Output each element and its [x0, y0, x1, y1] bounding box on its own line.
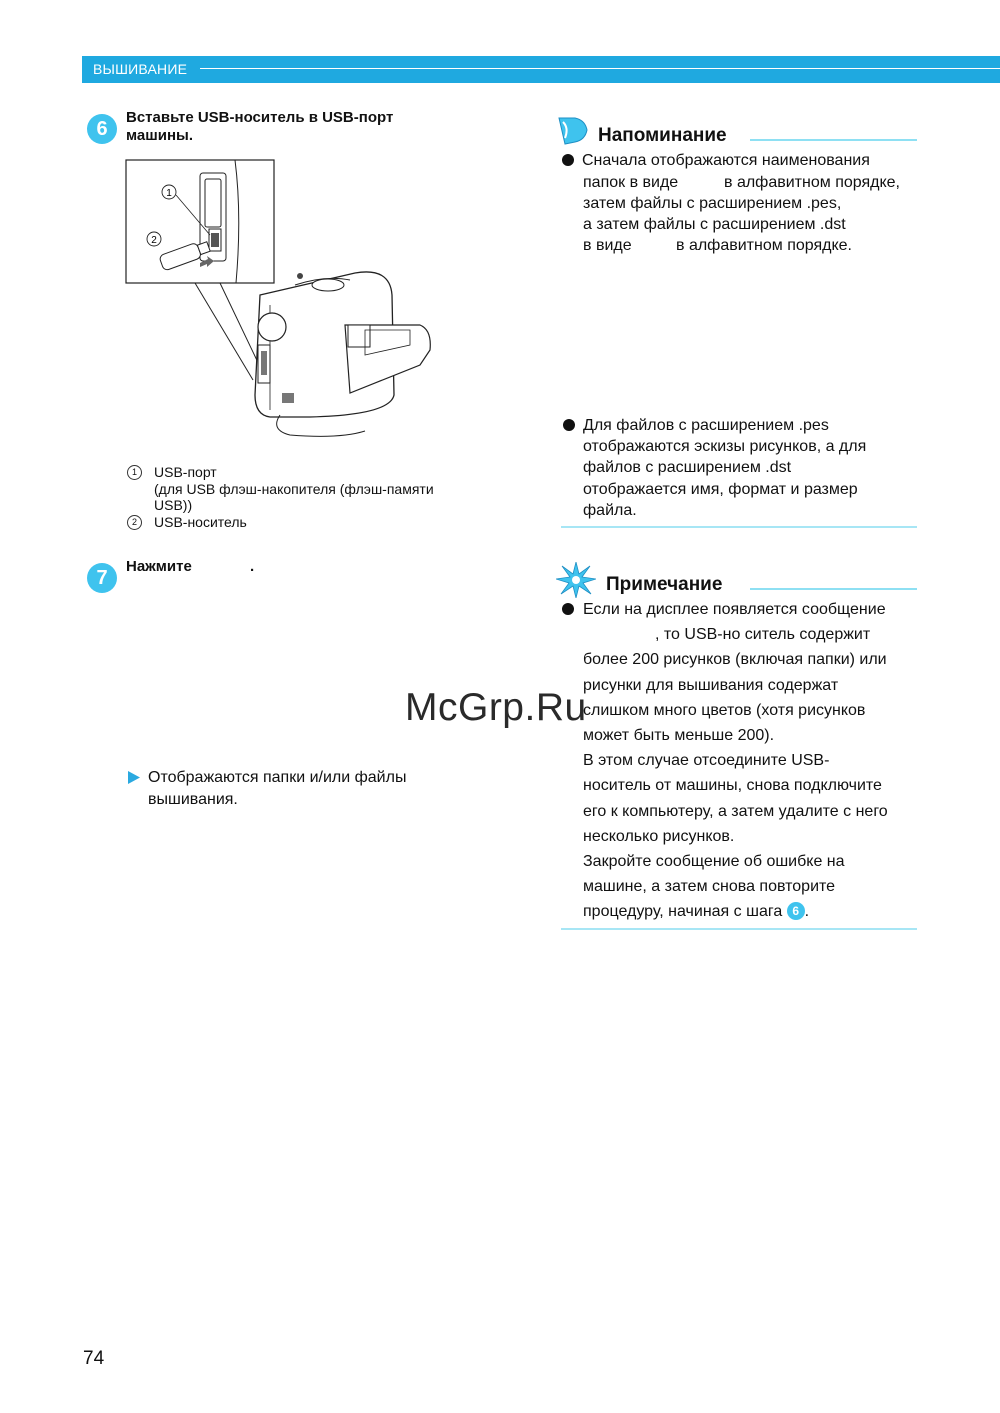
bell-icon	[555, 114, 591, 146]
note-line1: Если на дисплее появляется сообщение	[583, 601, 886, 618]
note-line3: более 200 рисунков (включая папки) или	[583, 651, 887, 668]
step-6-title-line2: машины.	[126, 127, 194, 144]
note-bottom-rule	[561, 928, 917, 930]
step-7-title-end: .	[250, 558, 255, 575]
reminder-b2-line5: файла.	[583, 502, 637, 519]
reminder-b2-line3: файлов с расширением .dst	[583, 459, 792, 476]
step-7-badge: 7	[87, 563, 117, 593]
reminder-bullet-1	[562, 154, 574, 166]
note-line11: Закройте сообщение об ошибке на	[583, 853, 845, 870]
step-6-badge: 6	[87, 114, 117, 144]
reminder-bottom-rule	[561, 526, 917, 528]
legend-2-number: 2	[127, 515, 142, 530]
note-line10: несколько рисунков.	[583, 828, 735, 845]
legend-1-line2: (для USB флэш-накопителя (флэш-памяти	[154, 481, 434, 497]
note-line13-end: .	[804, 903, 810, 920]
svg-text:1: 1	[166, 188, 172, 199]
section-header-bar	[82, 56, 1000, 83]
reminder-b2-line2: отображаются эскизы рисунков, а для	[583, 438, 867, 455]
section-title: ВЫШИВАНИЕ	[93, 61, 188, 77]
note-line8: носитель от машины, снова подключите	[583, 777, 882, 794]
svg-text:2: 2	[151, 235, 157, 246]
legend-1-line1: USB-порт	[154, 464, 217, 480]
step-7-title: Нажмите	[126, 558, 192, 575]
legend-2-line1: USB-носитель	[154, 514, 247, 530]
reminder-b1-line1: Сначала отображаются наименования	[582, 152, 870, 169]
note-line5: слишком много цветов (хотя рисунков	[583, 702, 866, 719]
reminder-title-rule	[750, 139, 917, 141]
reminder-b2-line1: Для файлов с расширением .pes	[583, 417, 829, 434]
step-7-result-line2: вышивания.	[148, 791, 238, 808]
note-line6: может быть меньше 200).	[583, 727, 775, 744]
watermark: McGrp.Ru	[405, 686, 587, 729]
reminder-b2-line4: отображается имя, формат и размер	[583, 481, 858, 498]
note-line13	[583, 899, 809, 924]
reminder-b1-line2b: в алфавитном порядке,	[724, 174, 900, 191]
note-title-rule	[750, 588, 917, 590]
header-divider	[200, 68, 1000, 69]
note-line9: его к компьютеру, а затем удалите с него	[583, 803, 888, 820]
reminder-b1-line5a: в виде	[583, 237, 632, 254]
reminder-bullet-2	[563, 419, 575, 431]
reminder-b1-line4: а затем файлы с расширением .dst	[583, 216, 846, 233]
page-number: 74	[83, 1348, 105, 1369]
note-title: Примечание	[606, 574, 723, 595]
legend-1-line3: USB))	[154, 497, 193, 513]
note-line2: , то USB-но ситель содержит	[655, 626, 871, 643]
reminder-b1-line3: затем файлы с расширением .pes,	[583, 195, 842, 212]
note-bullet	[562, 603, 574, 615]
legend-1-number: 1	[127, 465, 142, 480]
step-7-result-line1: Отображаются папки и/или файлы	[148, 769, 407, 786]
note-spark-icon	[556, 562, 596, 598]
reminder-b1-line2a: папок в виде	[583, 174, 679, 191]
result-arrow-icon	[128, 771, 140, 784]
step-6-title-line1: Вставьте USB-носитель в USB-порт	[126, 109, 394, 126]
note-step-ref-badge: 6	[787, 902, 805, 920]
reminder-b1-line5b: в алфавитном порядке.	[676, 237, 852, 254]
note-line12: машине, а затем снова повторите	[583, 878, 836, 895]
reminder-title: Напоминание	[598, 125, 727, 146]
usb-insertion-illustration	[120, 155, 440, 450]
note-line13-text: процедуру, начиная с шага	[583, 903, 783, 920]
note-line4: рисунки для вышивания содержат	[583, 677, 839, 694]
note-line7: В этом случае отсоедините USB-	[583, 752, 830, 769]
